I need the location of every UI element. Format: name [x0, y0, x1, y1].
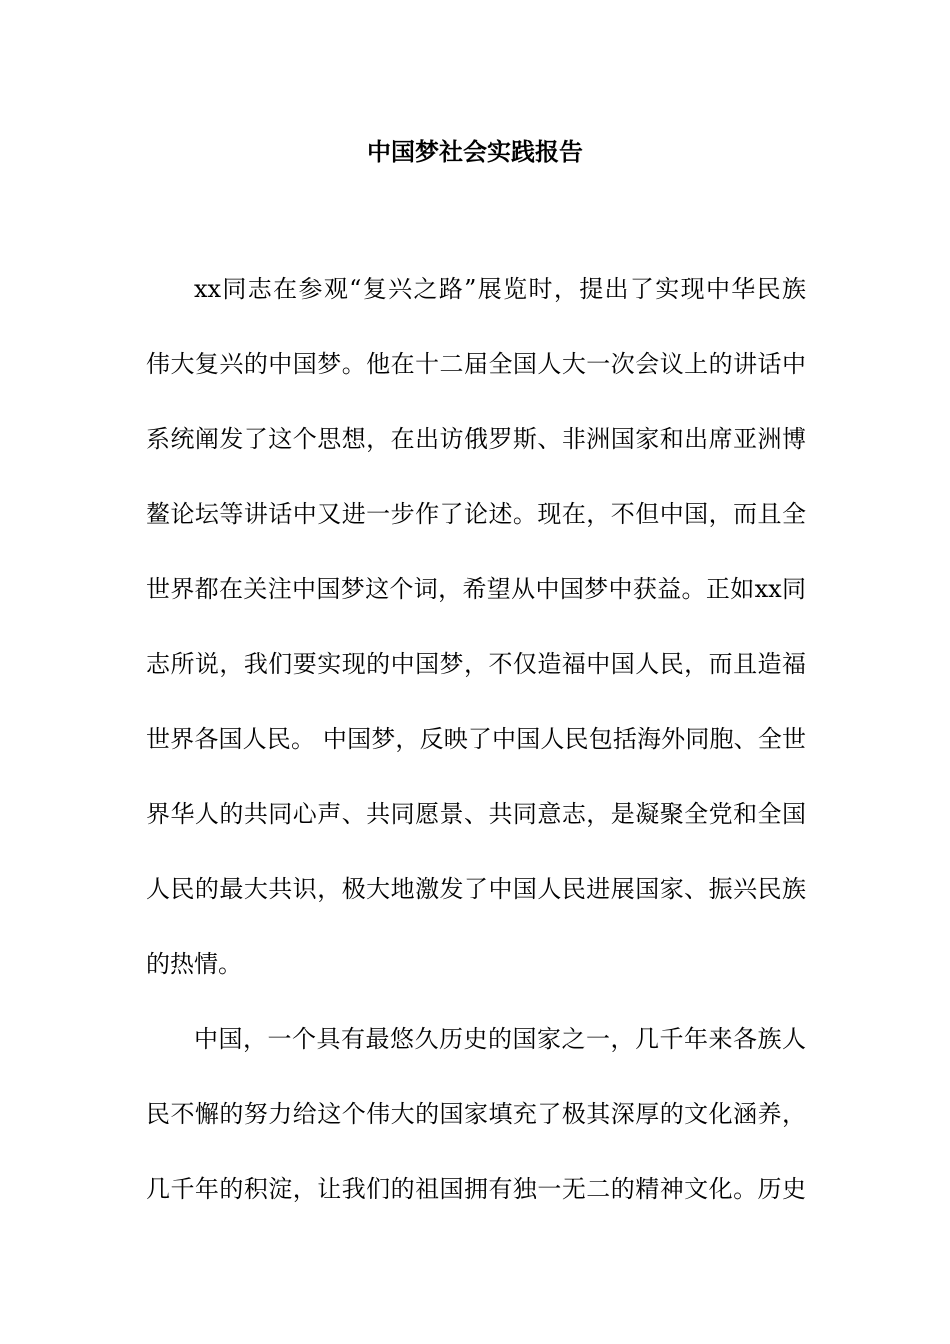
paragraph-1-line-9: 人民的最大共识，极大地激发了中国人民进展国家、振兴民族	[146, 875, 806, 903]
document-body	[146, 252, 806, 1227]
paragraph-1-line-1: xx同志在参观“复兴之路”展览时，提出了实现中华民族	[194, 275, 806, 303]
paragraph-1-line-3: 系统阐发了这个思想，在出访俄罗斯、非洲国家和出席亚洲博	[146, 425, 806, 453]
paragraph-1-line-7: 世界各国人民。 中国梦，反映了中国人民包括海外同胞、全世	[146, 725, 806, 753]
paragraph-2-line-3: 几千年的积淀，让我们的祖国拥有独一无二的精神文化。历史	[146, 1175, 806, 1203]
paragraph-2-line-2: 民不懈的努力给这个伟大的国家填充了极其深厚的文化涵养，	[146, 1100, 806, 1128]
paragraph-1-line-5: 世界都在关注中国梦这个词，希望从中国梦中获益。正如xx同	[146, 575, 806, 603]
paragraph-1-line-2: 伟大复兴的中国梦。他在十二届全国人大一次会议上的讲话中	[146, 350, 806, 378]
paragraph-1-line-8: 界华人的共同心声、共同愿景、共同意志，是凝聚全党和全国	[146, 800, 806, 828]
paragraph-2-line-1: 中国，一个具有最悠久历史的国家之一，几千年来各族人	[194, 1025, 806, 1053]
paragraph-1-line-6: 志所说，我们要实现的中国梦，不仅造福中国人民，而且造福	[146, 650, 806, 678]
document-title: 中国梦社会实践报告	[367, 137, 583, 166]
paragraph-1-line-4: 鳌论坛等讲话中又进一步作了论述。现在，不但中国，而且全	[146, 500, 806, 528]
paragraph-1-line-10: 的热情。	[146, 950, 242, 978]
